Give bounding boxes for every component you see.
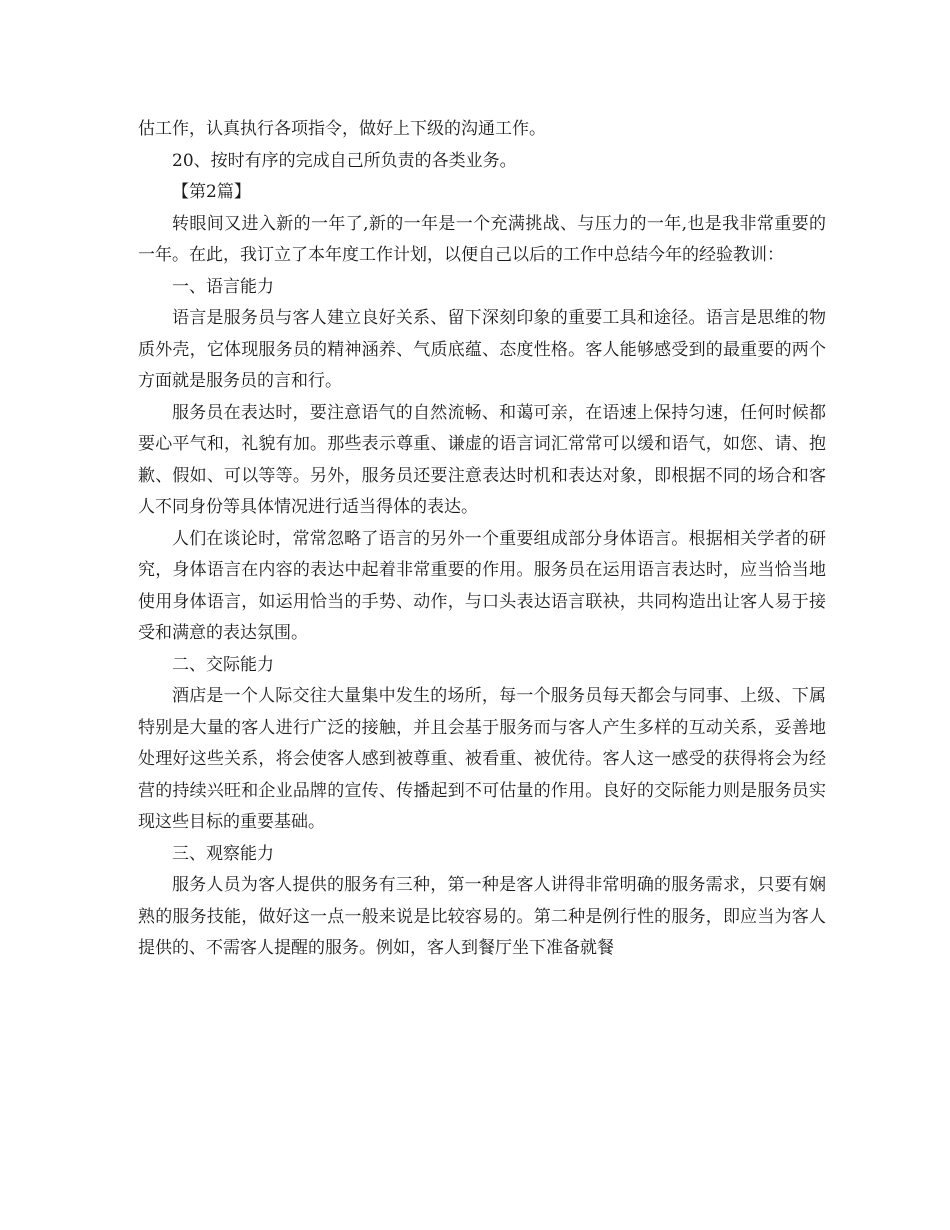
- document-page: [138, 114, 826, 965]
- paragraph-intro: 转眼间又进入新的一年了,新的一年是一个充满挑战、与压力的一年,也是我非常重要的一年。在此，我订立了本年度工作计划，以便自己以后的工作中总结今年的经验教训：: [138, 213, 826, 265]
- paragraph-language-1: 语言是服务员与客人建立良好关系、留下深刻印象的重要工具和途径。语言是思维的物质外壳，它体现服务员的精神涵养、气质底蕴、态度性格。客人能够感受到的最重要的两个方面就是服务员的言和行。: [138, 308, 826, 391]
- heading-observation: 三、观察能力: [172, 843, 274, 864]
- list-item-20: 20、按时有序的完成自己所负责的各类业务。: [172, 150, 517, 171]
- heading-social: 二、交际能力: [172, 654, 274, 675]
- paragraph-social-1: 酒店是一个人际交往大量集中发生的场所，每一个服务员每天都会与同事、上级、下属特别是大量的客人进行广泛的接触，并且会基于服务而与客人产生多样的互动关系，妥善地处理好这些关系，将会使客人感到被尊重、被看重、被优待。客人这一感受的获得将会为经营的持续兴旺和企业品牌的宣传、传播起到不可估量的作用。良好的交际能力则是服务员实现这些目标的重要基础。: [138, 686, 826, 832]
- paragraph-language-3: 人们在谈论时，常常忽略了语言的另外一个重要组成部分身体语言。根据相关学者的研究，身体语言在内容的表达中起着非常重要的作用。服务员在运用语言表达时，应当恰当地使用身体语言，如运用恰当的手势、动作，与口头表达语言联袂，共同构造出让客人易于接受和满意的表达氛围。: [138, 528, 826, 643]
- section-marker: 【第2篇】: [172, 182, 251, 202]
- paragraph-observation-1: 服务人员为客人提供的服务有三种，第一种是客人讲得非常明确的服务需求，只要有娴熟的服务技能，做好这一点一般来说是比较容易的。第二种是例行性的服务，即应当为客人提供的、不需客人提醒的服务。例如，客人到餐厅坐下准备就餐: [138, 875, 826, 958]
- paragraph-language-2: 服务员在表达时，要注意语气的自然流畅、和蔼可亲，在语速上保持匀速，任何时候都要心平气和，礼貌有加。那些表示尊重、谦虚的语言词汇常常可以缓和语气，如您、请、抱歉、假如、可以等等。另外，服务员还要注意表达时机和表达对象，即根据不同的场合和客人不同身份等具体情况进行适当得体的表达。: [138, 402, 826, 517]
- paragraph-continued: 估工作，认真执行各项指令，做好上下级的沟通工作。: [138, 119, 546, 139]
- heading-language: 一、语言能力: [172, 276, 274, 297]
